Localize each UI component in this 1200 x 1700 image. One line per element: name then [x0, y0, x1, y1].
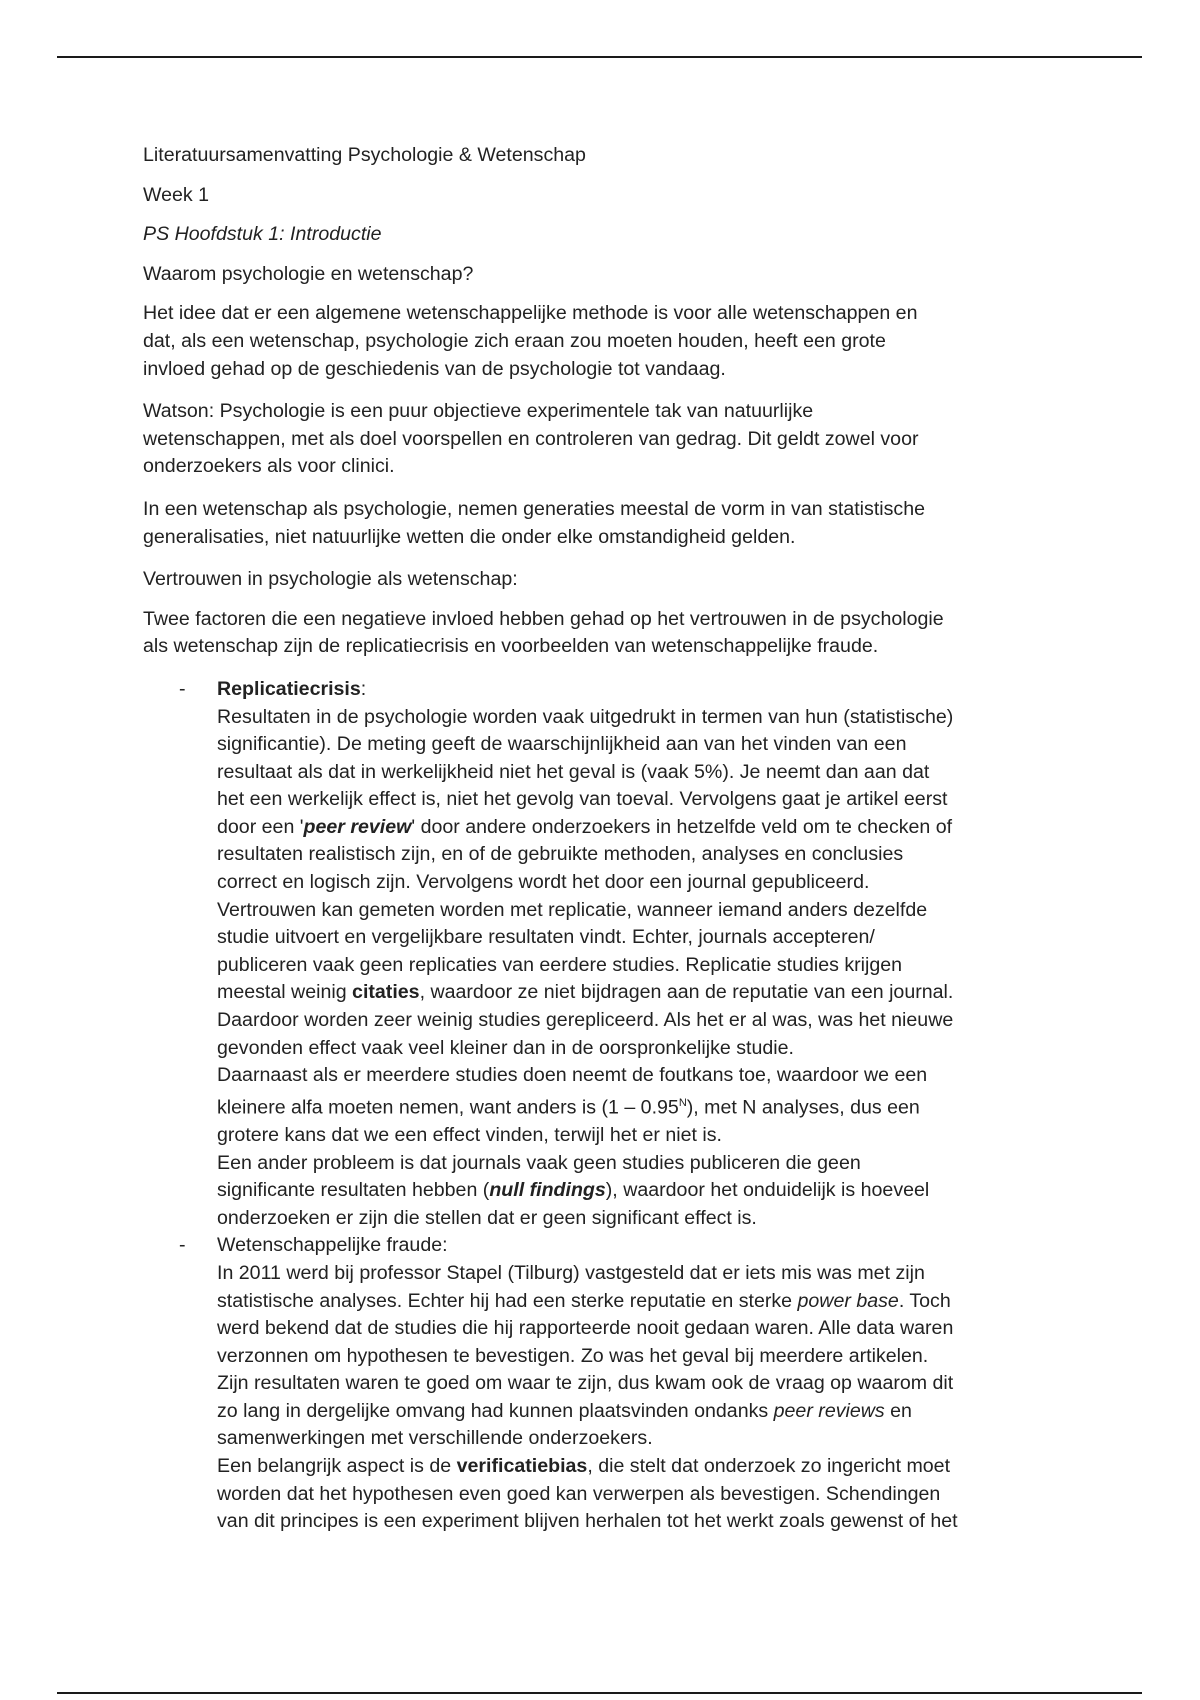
paragraph-watson: Watson: Psychologie is een puur objectieve experimentele tak van natuurlijke wetenschappen, met als doel voorspellen en controleren van gedrag. Dit geldt zowel voor onderzoekers als voor clinici. [143, 400, 919, 478]
term-null-findings: null findings [489, 1179, 606, 1202]
list-item-fraude [143, 1232, 1063, 1536]
chapter-heading: PS Hoofdstuk 1: Introductie [143, 223, 382, 246]
term-peer-review: peer review [303, 815, 412, 838]
week-label: Week 1 [143, 183, 210, 206]
paragraph-methode: Het idee dat er een algemene wetenschappelijke methode is voor alle wetenschappen en dat, als een wetenschap, psychologie zich eraan zou moeten houden, heeft een grote invloed gehad op de geschiedenis van de psychologie tot vandaag. [143, 302, 918, 380]
replicatiecrisis-heading: Replicatiecrisis [217, 677, 361, 700]
list-item-replicatiecrisis [143, 676, 1063, 1232]
term-citaties: citaties [352, 981, 420, 1004]
term-power-base: power base [797, 1289, 899, 1312]
paragraph-generalisaties: In een wetenschap als psychologie, nemen generaties meestal de vorm in van statistische generalisaties, niet natuurlijke wetten die onder elke omstandigheid gelden. [143, 497, 926, 548]
section-trust-heading: Vertrouwen in psychologie als wetenschap: [143, 568, 518, 591]
term-peer-reviews: peer reviews [773, 1399, 885, 1422]
paragraph-factoren: Twee factoren die een negatieve invloed hebben gehad op het vertrouwen in de psychologie als wetenschap zijn de replicatiecrisis en voorbeelden van wetenschappelijke fraude. [143, 607, 944, 658]
section-question: Waarom psychologie en wetenschap? [143, 262, 474, 285]
top-divider [57, 56, 1142, 58]
bottom-divider [57, 1692, 1142, 1694]
document-title: Literatuursamenvatting Psychologie & Wetenschap [143, 144, 586, 166]
bullet-dash: - [179, 677, 186, 700]
factor-list [143, 676, 1063, 1536]
superscript-n: N [678, 1096, 687, 1109]
replicatiecrisis-text: Replicatiecrisis: Resultaten in de psychologie worden vaak uitgedrukt in termen van hun (statistische) significantie). De meting geeft de waarschijnlijkheid aan van het vinden van een resultaat als dat in werkelijkheid niet het geval is (vaak 5%). Je neemt dan aan dat het een werkelijk effect is, niet het gevolg van toeval. Vervolgens gaat je artikel eerst door een 'peer review' door andere onderzoekers in hetzelfde veld om te checken of resultaten realistisch zijn, en of de gebruikte methoden, analyses en conclusies correct en logisch zijn. Vervolgens wordt het door een journal gepubliceerd. Vertrouwen kan gemeten worden met replicatie, wanneer iemand anders dezelfde studie uitvoert en vergelijkbare resultaten vindt. Echter, journals accepteren/ publiceren vaak geen replicaties van eerdere studies. Replicatie studies krijgen meestal weinig citaties, waardoor ze niet bijdragen aan de reputatie van een journal. Daardoor worden zeer weinig studies gerepliceerd. Als het er al was, was het nieuwe gevonden effect vaak veel kleiner dan in de oorspronkelijke studie. Daarnaast als er meerdere studies doen neemt de foutkans toe, waardoor we een kleinere alfa moeten nemen, want anders is $(1 - 0.95^N)$, met N analyses, dus een grotere kans dat we een effect vinden, terwijl het er niet is. Een ander probleem is dat journals vaak geen studies publiceren die geen significante resultaten hebben (null findings), waardoor het onduidelijk is hoeveel onderzoeken er zijn die stellen dat er geen significant effect is. [217, 677, 954, 1229]
term-verificatiebias: verificatiebias [456, 1455, 588, 1478]
bullet-dash: - [179, 1234, 186, 1257]
document-body [143, 142, 1063, 1536]
fraude-heading: Wetenschappelijke fraude: [217, 1234, 448, 1257]
fraude-text: Wetenschappelijke fraude: In 2011 werd bij professor Stapel (Tilburg) vastgesteld dat er iets mis was met zijn statistische analyses. Echter hij had een sterke reputatie en sterke power base. Toch werd bekend dat de studies die hij rapporteerde nooit gedaan waren. Alle data waren verzonnen om hypothesen te bevestigen. Zo was het geval bij meerdere artikelen. Zijn resultaten waren te goed om waar te zijn, dus kwam ook de vraag op waarom dit zo lang in dergelijke omvang had kunnen plaatsvinden ondanks peer reviews en samenwerkingen met verschillende onderzoekers. Een belangrijk aspect is de verificatiebias, die stelt dat onderzoek zo ingericht moet worden dat het hypothesen even goed kan verwerpen als bevestigen. Schendingen van dit principes is een experiment blijven herhalen tot het werkt zoals gewenst of het [217, 1234, 958, 1533]
